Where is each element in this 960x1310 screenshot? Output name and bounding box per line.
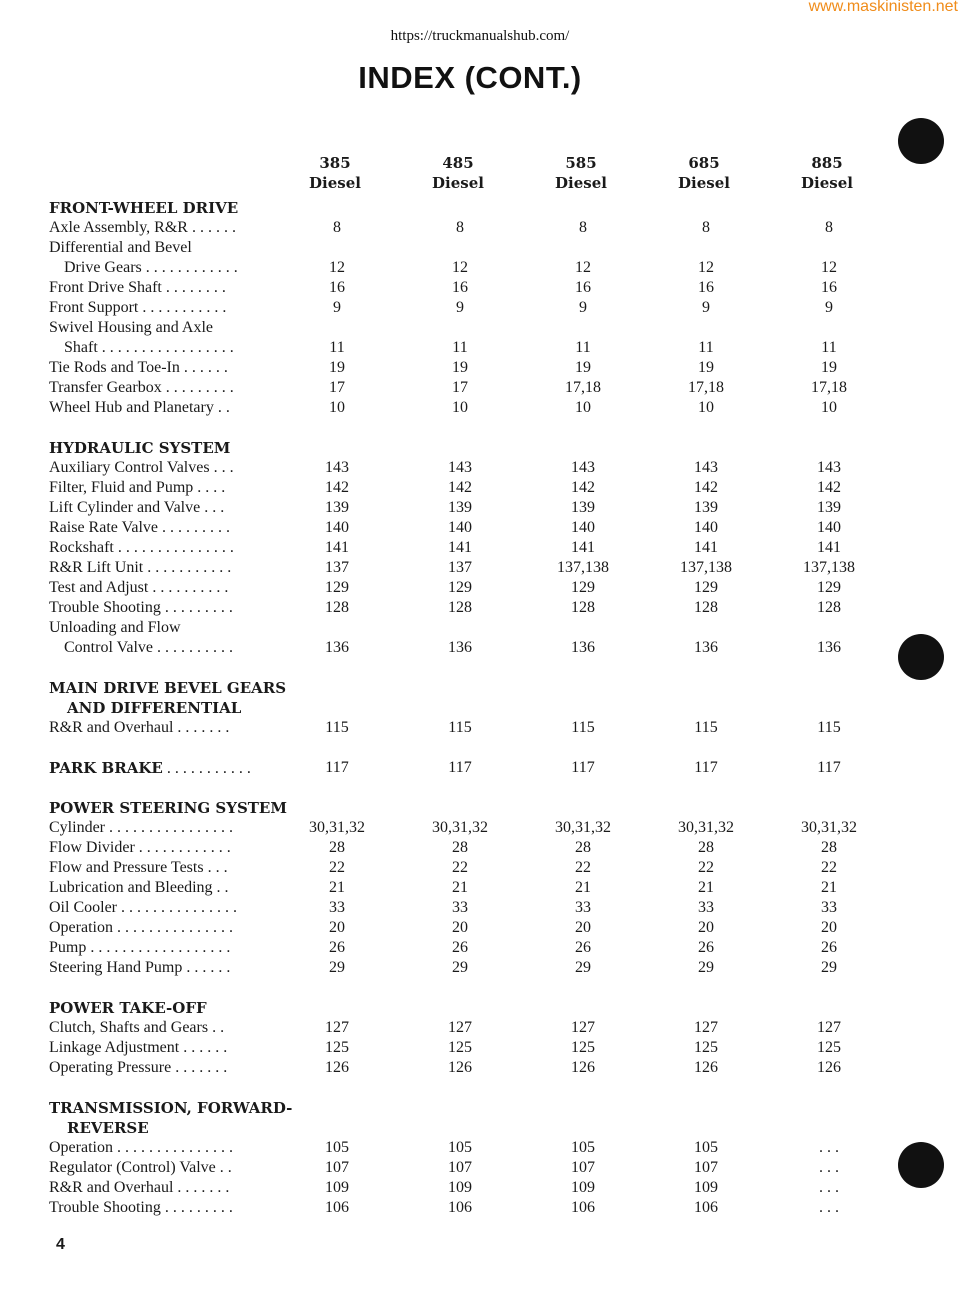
page-ref-cell: 9	[825, 299, 833, 316]
section-title: POWER STEERING SYSTEM	[49, 799, 287, 817]
page-ref-cell: 115	[325, 719, 349, 736]
page-ref-cell: 20	[329, 919, 345, 936]
page-ref-cell: 109	[448, 1179, 472, 1196]
page-ref-cell: 142	[571, 479, 595, 496]
page-ref-cell: 117	[817, 759, 841, 776]
section-title: AND DIFFERENTIAL	[67, 699, 242, 717]
column-header	[659, 153, 749, 193]
page-ref-cell: 8	[579, 219, 587, 236]
page-ref-cell: 30,31,32	[555, 819, 611, 836]
page-ref-cell: 28	[452, 839, 468, 856]
page-ref-cell: 126	[694, 1059, 718, 1076]
page-ref-cell: 33	[329, 899, 345, 916]
page-ref-cell: 22	[452, 859, 468, 876]
page-ref-cell: 22	[821, 859, 837, 876]
entry-label: Flow Divider . . . . . . . . . . . .	[49, 839, 231, 856]
section-header-row	[0, 198, 960, 218]
page-ref-cell: 29	[821, 959, 837, 976]
index-row	[0, 298, 960, 318]
page-ref-cell: 127	[571, 1019, 595, 1036]
page-ref-cell: 11	[452, 339, 468, 356]
page-ref-cell: 137,138	[557, 559, 609, 576]
page-ref-cell: 128	[448, 599, 472, 616]
page-ref-cell: . . .	[819, 1159, 839, 1176]
page-ref-cell: . . .	[819, 1199, 839, 1216]
page-ref-cell: 9	[702, 299, 710, 316]
page-ref-cell: 139	[325, 499, 349, 516]
index-row	[0, 478, 960, 498]
column-header	[413, 153, 503, 193]
page-ref-cell: 136	[571, 639, 595, 656]
page-ref-cell: 19	[329, 359, 345, 376]
index-row	[0, 258, 960, 278]
index-row	[0, 498, 960, 518]
column-header	[536, 153, 626, 193]
entry-label: Pump . . . . . . . . . . . . . . . . . .	[49, 939, 231, 956]
section-title: HYDRAULIC SYSTEM	[49, 439, 231, 457]
index-row	[0, 1038, 960, 1058]
page-ref-cell: 142	[448, 479, 472, 496]
index-row	[0, 558, 960, 578]
page-ref-cell: 129	[571, 579, 595, 596]
entry-label: Filter, Fluid and Pump . . . .	[49, 479, 226, 496]
index-row	[0, 598, 960, 618]
page-ref-cell: 21	[821, 879, 837, 896]
page-ref-cell: 143	[817, 459, 841, 476]
page-ref-cell: 26	[329, 939, 345, 956]
index-row	[0, 378, 960, 398]
column-header	[290, 153, 380, 193]
page-ref-cell: 105	[325, 1139, 349, 1156]
page-ref-cell: 109	[571, 1179, 595, 1196]
page-ref-cell: 10	[821, 399, 837, 416]
page-ref-cell: 10	[575, 399, 591, 416]
page-ref-cell: 140	[571, 519, 595, 536]
page-ref-cell: 115	[448, 719, 472, 736]
entry-label: Cylinder . . . . . . . . . . . . . . . .	[49, 819, 233, 836]
page-ref-cell: 16	[698, 279, 714, 296]
page-ref-cell: 137	[325, 559, 349, 576]
page-ref-cell: 107	[325, 1159, 349, 1176]
page-ref-cell: 26	[452, 939, 468, 956]
index-row	[0, 518, 960, 538]
page-ref-cell: 127	[325, 1019, 349, 1036]
page-ref-cell: 28	[821, 839, 837, 856]
entry-label: Regulator (Control) Valve . .	[49, 1159, 232, 1176]
entry-label: Trouble Shooting . . . . . . . . .	[49, 599, 233, 616]
page-ref-cell: 140	[817, 519, 841, 536]
column-model: 385	[319, 154, 351, 172]
index-row	[0, 938, 960, 958]
page-ref-cell: 19	[698, 359, 714, 376]
index-row	[0, 818, 960, 838]
page-ref-cell: 21	[329, 879, 345, 896]
section-header-row	[0, 698, 960, 718]
page-ref-cell: 12	[698, 259, 714, 276]
page-ref-cell: 16	[575, 279, 591, 296]
page-ref-cell: 143	[571, 459, 595, 476]
index-row	[0, 218, 960, 238]
page-ref-cell: 28	[575, 839, 591, 856]
entry-label: Front Support . . . . . . . . . . .	[49, 299, 227, 316]
page-ref-cell: 140	[325, 519, 349, 536]
page-ref-cell: 8	[702, 219, 710, 236]
page-ref-cell: 143	[448, 459, 472, 476]
page-ref-cell: 21	[575, 879, 591, 896]
entry-label: Oil Cooler . . . . . . . . . . . . . . .	[49, 899, 237, 916]
entry-label: Lubrication and Bleeding . .	[49, 879, 229, 896]
page-ref-cell: 26	[575, 939, 591, 956]
section-header-row	[0, 798, 960, 818]
page-number: 4	[56, 1236, 65, 1253]
page-ref-cell: 142	[817, 479, 841, 496]
page-ref-cell: 16	[329, 279, 345, 296]
page-ref-cell: 125	[694, 1039, 718, 1056]
entry-label: R&R and Overhaul . . . . . . .	[49, 1179, 230, 1196]
entry-label: Differential and Bevel	[49, 239, 192, 256]
leader-dots: . . . . . . . . . . .	[162, 760, 251, 777]
page-ref-cell: 19	[575, 359, 591, 376]
page-ref-cell: 22	[329, 859, 345, 876]
section-title: PARK BRAKE . . . . . . . . . . .	[49, 759, 251, 777]
section-header-row	[0, 1118, 960, 1138]
page-ref-cell: 126	[571, 1059, 595, 1076]
entry-label: Shaft . . . . . . . . . . . . . . . . .	[64, 339, 234, 356]
page-ref-cell: 127	[448, 1019, 472, 1036]
page-ref-cell: 129	[694, 579, 718, 596]
page-ref-cell: 125	[817, 1039, 841, 1056]
page-ref-cell: 137,138	[803, 559, 855, 576]
page-ref-cell: 107	[448, 1159, 472, 1176]
page-ref-cell: 141	[694, 539, 718, 556]
column-type: Diesel	[678, 174, 730, 192]
page-ref-cell: 115	[571, 719, 595, 736]
index-row	[0, 1018, 960, 1038]
page-ref-cell: 16	[452, 279, 468, 296]
page-ref-cell: 106	[571, 1199, 595, 1216]
page-ref-cell: 109	[694, 1179, 718, 1196]
page-ref-cell: 8	[456, 219, 464, 236]
index-row	[0, 278, 960, 298]
page-ref-cell: 12	[821, 259, 837, 276]
page-ref-cell: 28	[329, 839, 345, 856]
page-ref-cell: 125	[325, 1039, 349, 1056]
page-ref-cell: 125	[571, 1039, 595, 1056]
entry-label: Clutch, Shafts and Gears . .	[49, 1019, 225, 1036]
page-ref-cell: 106	[325, 1199, 349, 1216]
column-type: Diesel	[309, 174, 361, 192]
index-row	[0, 398, 960, 418]
page-ref-cell: 126	[325, 1059, 349, 1076]
page-ref-cell: 117	[571, 759, 595, 776]
page-ref-cell: 20	[821, 919, 837, 936]
page-ref-cell: 30,31,32	[678, 819, 734, 836]
page-ref-cell: . . .	[819, 1179, 839, 1196]
page-ref-cell: 140	[694, 519, 718, 536]
entry-label: Axle Assembly, R&R . . . . . .	[49, 219, 236, 236]
page-ref-cell: 33	[821, 899, 837, 916]
entry-label: Front Drive Shaft . . . . . . . .	[49, 279, 226, 296]
page-ref-cell: 129	[325, 579, 349, 596]
page-ref-cell: 29	[575, 959, 591, 976]
page-ref-cell: 136	[817, 639, 841, 656]
page-ref-cell: 136	[694, 639, 718, 656]
page-ref-cell: 117	[694, 759, 718, 776]
index-row	[0, 1138, 960, 1158]
page-ref-cell: 127	[694, 1019, 718, 1036]
index-row	[0, 838, 960, 858]
page-ref-cell: 125	[448, 1039, 472, 1056]
page-ref-cell: 11	[575, 339, 591, 356]
page-ref-cell: 137,138	[680, 559, 732, 576]
source-url: https://truckmanualshub.com/	[390, 28, 570, 44]
section-title: REVERSE	[67, 1119, 149, 1137]
page-ref-cell: 117	[448, 759, 472, 776]
index-row	[0, 538, 960, 558]
page-ref-cell: 128	[817, 599, 841, 616]
index-row	[0, 958, 960, 978]
page-ref-cell: 8	[825, 219, 833, 236]
page-ref-cell: 17,18	[811, 379, 847, 396]
page-ref-cell: 20	[575, 919, 591, 936]
column-type: Diesel	[555, 174, 607, 192]
entry-label: Lift Cylinder and Valve . . .	[49, 499, 225, 516]
page-ref-cell: 141	[817, 539, 841, 556]
page-ref-cell: 17	[329, 379, 345, 396]
binder-hole-icon	[898, 118, 944, 164]
page-ref-cell: 107	[571, 1159, 595, 1176]
index-row	[0, 918, 960, 938]
entry-label: Drive Gears . . . . . . . . . . . .	[64, 259, 238, 276]
entry-label: Tie Rods and Toe-In . . . . . .	[49, 359, 228, 376]
index-row	[0, 578, 960, 598]
page-ref-cell: 12	[452, 259, 468, 276]
page-ref-cell: 139	[448, 499, 472, 516]
column-header	[782, 153, 872, 193]
index-row	[0, 318, 960, 338]
page-ref-cell: 33	[698, 899, 714, 916]
page-ref-cell: 30,31,32	[309, 819, 365, 836]
entry-label: Operation . . . . . . . . . . . . . . .	[49, 1139, 233, 1156]
entry-label: Trouble Shooting . . . . . . . . .	[49, 1199, 233, 1216]
page-ref-cell: 12	[329, 259, 345, 276]
page-ref-cell: 126	[817, 1059, 841, 1076]
page-title: INDEX (CONT.)	[358, 60, 582, 95]
section-header-row	[0, 438, 960, 458]
section-title: MAIN DRIVE BEVEL GEARS	[49, 679, 287, 697]
index-row	[0, 878, 960, 898]
entry-label: Raise Rate Valve . . . . . . . . .	[49, 519, 231, 536]
page-ref-cell: 105	[694, 1139, 718, 1156]
page-ref-cell: 17	[452, 379, 468, 396]
entry-label: Unloading and Flow	[49, 619, 181, 636]
page-ref-cell: 139	[817, 499, 841, 516]
page-ref-cell: 29	[452, 959, 468, 976]
page-ref-cell: 19	[452, 359, 468, 376]
column-model: 585	[565, 154, 597, 172]
page-ref-cell: 29	[698, 959, 714, 976]
page-ref-cell: 107	[694, 1159, 718, 1176]
page-ref-cell: 139	[694, 499, 718, 516]
page-ref-cell: 136	[448, 639, 472, 656]
page-ref-cell: 26	[698, 939, 714, 956]
page-ref-cell: 142	[694, 479, 718, 496]
page-ref-cell: 139	[571, 499, 595, 516]
page-ref-cell: 17,18	[565, 379, 601, 396]
page-ref-cell: 10	[329, 399, 345, 416]
page-ref-cell: 115	[817, 719, 841, 736]
index-row	[0, 1178, 960, 1198]
index-row	[0, 618, 960, 638]
index-row	[0, 1158, 960, 1178]
entry-label: Auxiliary Control Valves . . .	[49, 459, 234, 476]
page-ref-cell: 129	[448, 579, 472, 596]
page-ref-cell: 137	[448, 559, 472, 576]
entry-label: Linkage Adjustment . . . . . .	[49, 1039, 228, 1056]
entry-label: Operation . . . . . . . . . . . . . . .	[49, 919, 233, 936]
page-ref-cell: 8	[333, 219, 341, 236]
watermark-text: www.maskinisten.net	[808, 0, 958, 15]
page-ref-cell: 9	[333, 299, 341, 316]
page-ref-cell: 115	[694, 719, 718, 736]
entry-label: Steering Hand Pump . . . . . .	[49, 959, 231, 976]
column-model: 885	[811, 154, 843, 172]
index-row	[0, 858, 960, 878]
page-ref-cell: 106	[448, 1199, 472, 1216]
section-header-row	[0, 758, 960, 778]
column-type: Diesel	[432, 174, 484, 192]
entry-label: Rockshaft . . . . . . . . . . . . . . .	[49, 539, 234, 556]
index-row	[0, 898, 960, 918]
entry-label: Control Valve . . . . . . . . . .	[64, 639, 234, 656]
page-ref-cell: 142	[325, 479, 349, 496]
page-ref-cell: 30,31,32	[432, 819, 488, 836]
page-ref-cell: 17,18	[688, 379, 724, 396]
section-header-row	[0, 678, 960, 698]
entry-label: Operating Pressure . . . . . . .	[49, 1059, 228, 1076]
page-ref-cell: 128	[694, 599, 718, 616]
page-ref-cell: 20	[452, 919, 468, 936]
index-row	[0, 458, 960, 478]
section-title: FRONT-WHEEL DRIVE	[49, 199, 239, 217]
page-ref-cell: 127	[817, 1019, 841, 1036]
page-ref-cell: 105	[571, 1139, 595, 1156]
page-ref-cell: 19	[821, 359, 837, 376]
page-ref-cell: 9	[579, 299, 587, 316]
page-ref-cell: 143	[694, 459, 718, 476]
page-ref-cell: 30,31,32	[801, 819, 857, 836]
page-ref-cell: 143	[325, 459, 349, 476]
page-ref-cell: 11	[329, 339, 345, 356]
page-ref-cell: 21	[452, 879, 468, 896]
page-ref-cell: 22	[698, 859, 714, 876]
index-row	[0, 238, 960, 258]
page-ref-cell: 33	[575, 899, 591, 916]
page-ref-cell: 16	[821, 279, 837, 296]
page-ref-cell: 128	[325, 599, 349, 616]
section-title: TRANSMISSION, FORWARD-	[49, 1099, 293, 1117]
entry-label: R&R Lift Unit . . . . . . . . . . .	[49, 559, 232, 576]
page-ref-cell: 26	[821, 939, 837, 956]
page-ref-cell: 141	[571, 539, 595, 556]
page-ref-cell: 11	[698, 339, 714, 356]
page-ref-cell: 141	[325, 539, 349, 556]
index-row	[0, 358, 960, 378]
page-ref-cell: 140	[448, 519, 472, 536]
index-row	[0, 338, 960, 358]
page-ref-cell: 20	[698, 919, 714, 936]
entry-label: Swivel Housing and Axle	[49, 319, 213, 336]
page-ref-cell: 106	[694, 1199, 718, 1216]
column-model: 685	[688, 154, 720, 172]
page-ref-cell: 126	[448, 1059, 472, 1076]
entry-label: Wheel Hub and Planetary . .	[49, 399, 230, 416]
page-ref-cell: 12	[575, 259, 591, 276]
page-ref-cell: 136	[325, 639, 349, 656]
index-row	[0, 1058, 960, 1078]
section-header-row	[0, 998, 960, 1018]
page-ref-cell: 109	[325, 1179, 349, 1196]
entry-label: Test and Adjust . . . . . . . . . .	[49, 579, 229, 596]
page-ref-cell: 10	[452, 399, 468, 416]
page-ref-cell: 129	[817, 579, 841, 596]
page-ref-cell: 128	[571, 599, 595, 616]
page-ref-cell: 33	[452, 899, 468, 916]
page-ref-cell: 11	[821, 339, 837, 356]
page-ref-cell: 9	[456, 299, 464, 316]
page-ref-cell: 29	[329, 959, 345, 976]
page-ref-cell: 10	[698, 399, 714, 416]
page-ref-cell: . . .	[819, 1139, 839, 1156]
entry-label: Transfer Gearbox . . . . . . . . .	[49, 379, 234, 396]
entry-label: R&R and Overhaul . . . . . . .	[49, 719, 230, 736]
page-ref-cell: 117	[325, 759, 349, 776]
column-type: Diesel	[801, 174, 853, 192]
index-row	[0, 638, 960, 658]
page-ref-cell: 22	[575, 859, 591, 876]
entry-label: Flow and Pressure Tests . . .	[49, 859, 228, 876]
section-title: POWER TAKE-OFF	[49, 999, 207, 1017]
page-ref-cell: 141	[448, 539, 472, 556]
page-ref-cell: 21	[698, 879, 714, 896]
page-ref-cell: 105	[448, 1139, 472, 1156]
page-ref-cell: 28	[698, 839, 714, 856]
index-row	[0, 1198, 960, 1218]
section-header-row	[0, 1098, 960, 1118]
column-model: 485	[442, 154, 474, 172]
index-row	[0, 718, 960, 738]
